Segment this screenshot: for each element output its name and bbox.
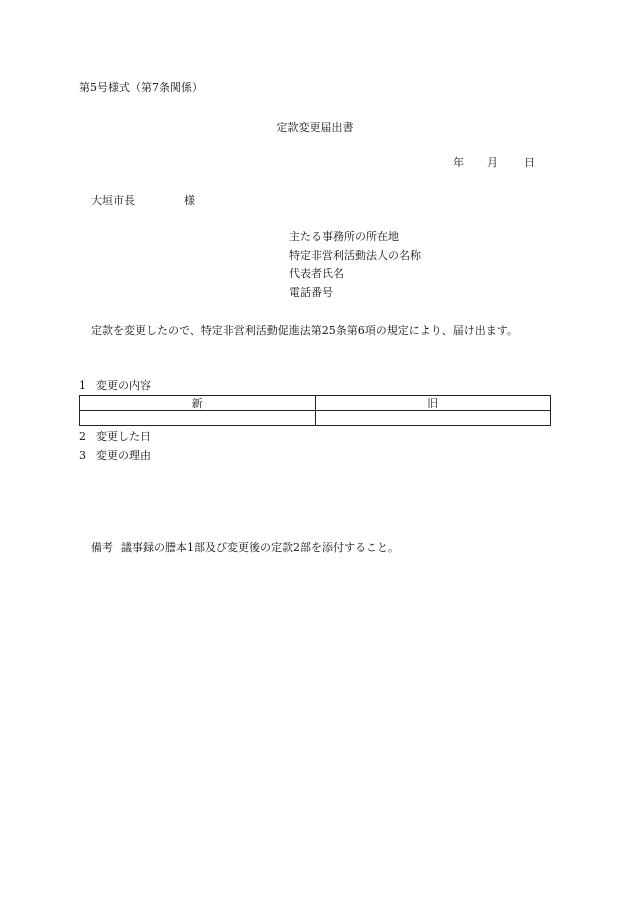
- table-header-row: [80, 396, 551, 411]
- section-change-date: [79, 431, 151, 442]
- remarks-text: 議事録の謄本1部及び変更後の定款2部を添付すること。: [121, 541, 399, 554]
- representative-name-label: 代表者氏名: [289, 267, 344, 280]
- section-change-content: [79, 380, 151, 391]
- office-address-label: 主たる事務所の所在地: [289, 230, 399, 243]
- table-row: [80, 411, 551, 426]
- section-number: 1: [79, 379, 86, 392]
- section-number: 2: [79, 430, 86, 443]
- header-old: 旧: [315, 396, 551, 411]
- date-year-label: 年: [453, 156, 464, 169]
- old-content-cell[interactable]: [315, 411, 551, 426]
- change-content-table: [79, 395, 551, 426]
- date-month-label: 月: [487, 156, 498, 169]
- notification-statement: 定款を変更したので、特定非営利活動促進法第25条第6項の規定により、届け出ます。: [91, 324, 518, 337]
- form-number: 第5号様式（第7条関係）: [79, 81, 203, 94]
- new-content-cell[interactable]: [80, 411, 316, 426]
- header-new: 新: [80, 396, 316, 411]
- document-title: 定款変更届出書: [276, 121, 354, 134]
- section-change-reason: [79, 450, 151, 461]
- remarks-label: 備考: [91, 541, 113, 554]
- phone-number-label: 電話番号: [289, 285, 333, 299]
- applicant-info-block: [289, 231, 421, 305]
- addressee-name: 大垣市長: [91, 194, 135, 207]
- section-number: 3: [79, 449, 86, 462]
- corporation-name-label: 特定非営利活動法人の名称: [289, 248, 421, 262]
- addressee-honorific: 様: [184, 194, 195, 207]
- section-label: 変更の内容: [96, 379, 151, 392]
- section-label: 変更の理由: [96, 449, 151, 462]
- date-day-label: 日: [524, 156, 535, 169]
- section-label: 変更した日: [96, 430, 151, 443]
- remarks: [91, 542, 399, 553]
